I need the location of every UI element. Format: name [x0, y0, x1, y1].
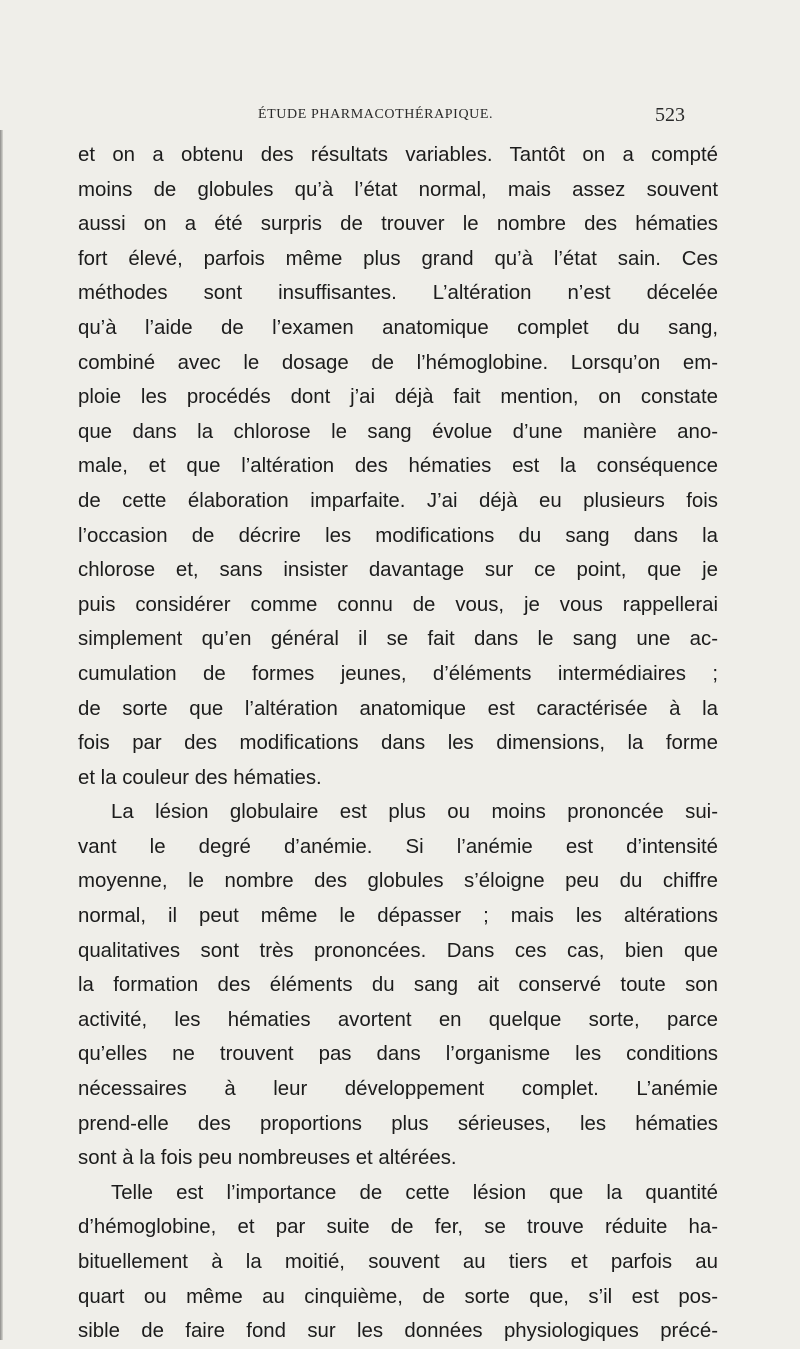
text-line: male, et que l’altération des hématies est la conséquence [78, 455, 718, 478]
text-line: sible de faire fond sur les données physiologiques précé- [78, 1320, 718, 1343]
text-line: moins de globules qu’à l’état normal, mais assez souvent [78, 178, 718, 201]
body-text [78, 138, 718, 1349]
text-line: fort élevé, parfois même plus grand qu’à l’état sain. Ces [78, 247, 718, 270]
text-line: prend-elle des proportions plus sérieuses, les hématies [78, 1112, 718, 1135]
text-line: que dans la chlorose le sang évolue d’une manière ano- [78, 420, 718, 443]
text-line: moyenne, le nombre des globules s’éloigne peu du chiffre [78, 870, 718, 893]
paragraph-first-line: Telle est l’importance de cette lésion que la quantité [111, 1181, 718, 1204]
text-line: nécessaires à leur développement complet. L’anémie [78, 1078, 718, 1101]
text-line: qu’elles ne trouvent pas dans l’organisme les conditions [78, 1043, 718, 1066]
text-line: quart ou même au cinquième, de sorte que, s’il est pos- [78, 1285, 718, 1308]
text-line: fois par des modifications dans les dimensions, la forme [78, 732, 718, 755]
text-line: vant le degré d’anémie. Si l’anémie est d’intensité [78, 835, 718, 858]
text-line: et on a obtenu des résultats variables. Tantôt on a compté [78, 144, 718, 166]
paragraph-first-line: La lésion globulaire est plus ou moins prononcée sui- [111, 801, 718, 824]
page-number: 523 [655, 104, 685, 126]
text-line: qualitatives sont très prononcées. Dans ces cas, bien que [78, 939, 718, 962]
text-line: de cette élaboration imparfaite. J’ai déjà eu plusieurs fois [78, 489, 718, 512]
text-line: ploie les procédés dont j’ai déjà fait mention, on constate [78, 386, 718, 409]
text-line: d’hémoglobine, et par suite de fer, se trouve réduite ha- [78, 1216, 718, 1239]
text-line: combiné avec le dosage de l’hémoglobine. Lorsqu’on em- [78, 351, 718, 374]
text-line: activité, les hématies avortent en quelque sorte, parce [78, 1008, 718, 1031]
text-line: qu’à l’aide de l’examen anatomique complet du sang, [78, 316, 718, 339]
text-line: méthodes sont insuffisantes. L’altération n’est décelée [78, 282, 718, 305]
text-line: cumulation de formes jeunes, d’éléments intermédiaires ; [78, 662, 718, 685]
text-line: de sorte que l’altération anatomique est caractérisée à la [78, 697, 718, 720]
running-header-title: ÉTUDE PHARMACOTHÉRAPIQUE. [258, 107, 494, 122]
text-line: puis considérer comme connu de vous, je vous rappellerai [78, 593, 718, 616]
text-line: simplement qu’en général il se fait dans le sang une ac- [78, 628, 718, 651]
text-line: aussi on a été surpris de trouver le nombre des hématies [78, 213, 718, 236]
text-line: la formation des éléments du sang ait conservé toute son [78, 974, 718, 997]
page-binding-edge [0, 130, 3, 1340]
paragraph-last-line: et la couleur des hématies. [78, 766, 322, 789]
text-line: normal, il peut même le dépasser ; mais les altérations [78, 905, 718, 928]
text-line: bituellement à la moitié, souvent au tiers et parfois au [78, 1251, 718, 1273]
paragraph-last-line: sont à la fois peu nombreuses et altérées. [78, 1147, 457, 1170]
text-line: chlorose et, sans insister davantage sur ce point, que je [78, 559, 718, 582]
running-header [0, 104, 800, 130]
text-line: l’occasion de décrire les modifications du sang dans la [78, 524, 718, 547]
